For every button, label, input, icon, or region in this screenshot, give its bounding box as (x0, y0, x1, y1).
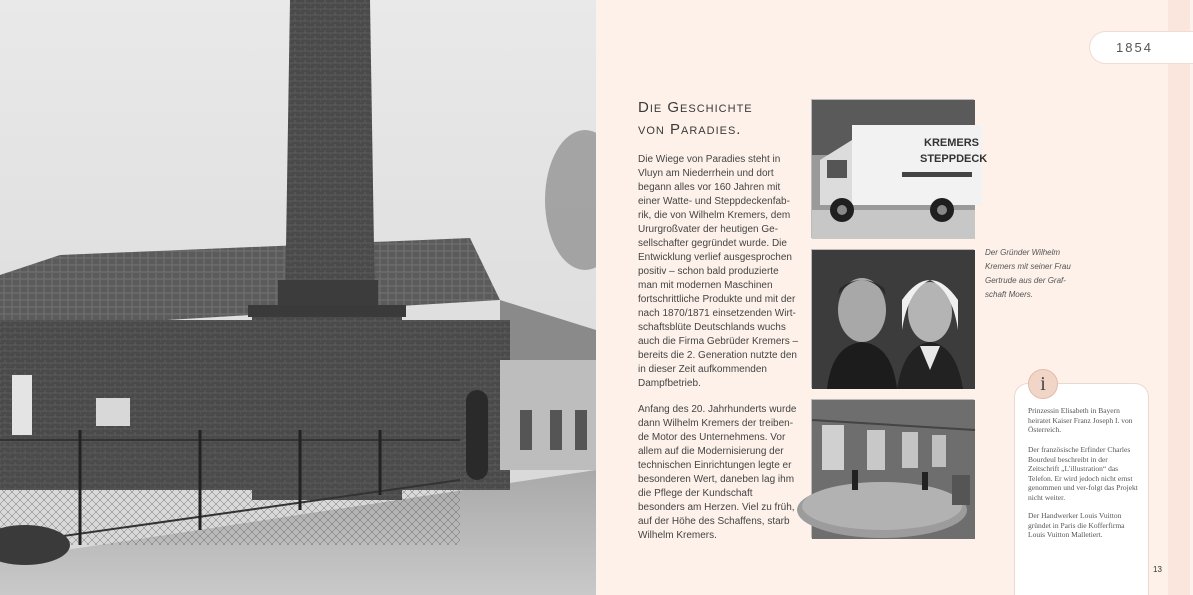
body-paragraph-1: Die Wiege von Paradies steht in Vluyn am Niederrhein und dort begann alles vor 160 Jahren mit einer Watte- und Steppdeckenfab-rik, die von Wilhelm Kremers, dem Ururgroßvater der heutigen Ge-sellschafter gegründet wurde. Die Entwicklung verlief ausgesprochen positiv – schon bald produzierte man mit modernen Maschinen fortschrittliche Produkte und mit der nach 1870/1871 einsetzenden Wirt-schaftsblüte Deutschlands wuchs auch die Firma Gebrüder Kremers – bereits die 2. Generation nutzte den in dieser Zeit aufkommenden Dampfbetrieb. (638, 154, 799, 389)
factory-interior-illustration (812, 400, 975, 539)
factory-photo (0, 0, 596, 595)
photo-caption: Der Gründer Wilhelm Kremers mit seiner Frau Gertrude aus der Graf-schaft Moers. (985, 248, 1071, 299)
info-entry-2: Der französische Erfinder Charles Bourdeul beschreibt in der Zeitschrift „L'illustration“ das Telefon. Er wird jedoch nicht ernst genommen und ver-folgt das Projekt nicht weiter. (1028, 445, 1138, 502)
founders-illustration (812, 250, 975, 389)
info-entry-3: Der Handwerker Louis Vuitton gründet in Paris die Kofferfirma Louis Vuitton Malletiert. (1028, 511, 1125, 539)
truck-illustration (812, 100, 988, 239)
page-number: 13 (1153, 565, 1162, 574)
page-title (638, 97, 798, 141)
page-edge (1168, 0, 1190, 595)
year-tab: 1854 (1089, 31, 1193, 64)
factory-interior-photo (811, 399, 974, 538)
page-title-line2: von Paradies. (638, 121, 742, 138)
factory-illustration (0, 0, 596, 595)
founders-photo (811, 249, 974, 388)
info-entry-1: Prinzessin Elisabeth in Bayern heiratet Kaiser Franz Joseph I. von Österreich. (1028, 406, 1133, 434)
truck-photo (811, 99, 988, 238)
truck-sign-line2: STEPPDECK (920, 153, 988, 165)
truck-sign-line1: KREMERS (924, 137, 980, 149)
text-page (596, 0, 1190, 595)
page-title-line1: Die Geschichte (638, 99, 753, 116)
body-paragraph-2: Anfang des 20. Jahrhunderts wurde dann Wilhelm Kremers der treiben-de Motor des Unternehmens. Vor allem auf die Modernisierung der technischen Einrichtungen legte er besonderen Wert, daneben lag ihm die Pflege der Kundschaft besonders am Herzen. Viel zu früh, auf der Höhe des Schaffens, starb Wilhelm Kremers. (638, 404, 797, 541)
info-icon: i (1028, 369, 1058, 399)
